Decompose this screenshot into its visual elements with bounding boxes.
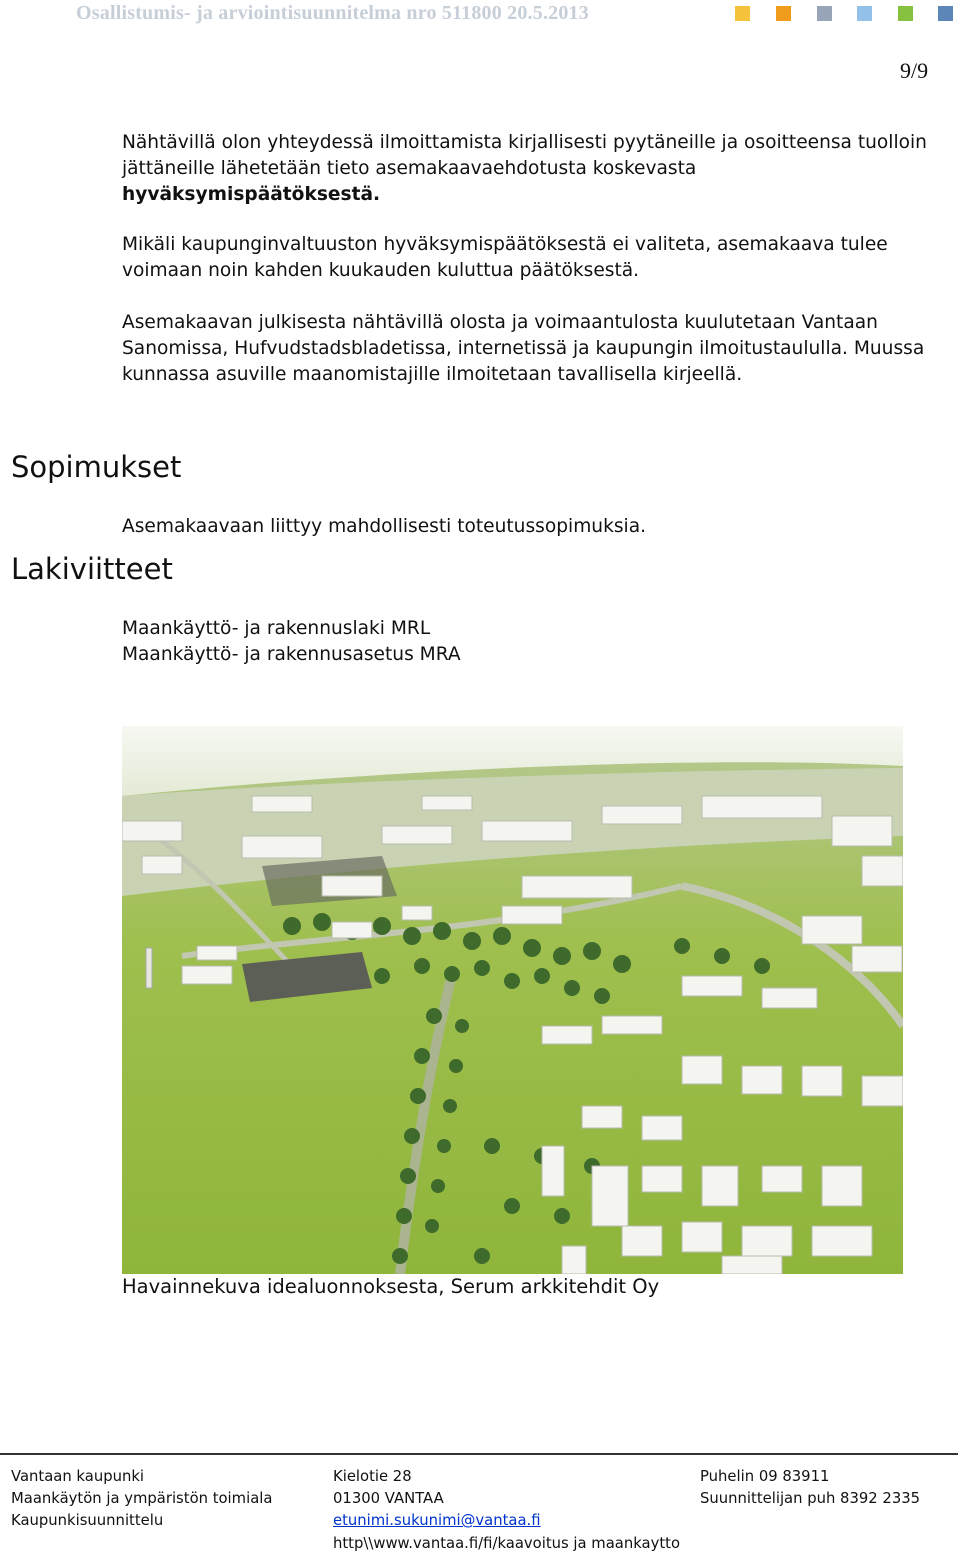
footer-email-link[interactable] [333,1512,541,1529]
footer-web-address: http\\www.vantaa.fi/fi/kaavoitus ja maankaytto [333,1535,681,1552]
footer-postal-address: 01300 VANTAA [333,1490,444,1507]
document-header-title: Osallistumis- ja arviointisuunnitelma nro 511800 20.5.2013 [76,2,589,24]
figure-caption: Havainnekuva idealuonnoksesta, Serum arkkitehdit Oy [122,1275,660,1298]
email-link[interactable]: etunimi.sukunimi@vantaa.fi [333,1512,541,1529]
paragraph-notice-bold: hyväksymispäätöksestä. [122,184,381,205]
header-square-lightblue [857,6,872,21]
footer-planner-phone: Suunnittelijan puh 8392 2335 [700,1490,921,1507]
law-reference-mrl: Maankäyttö- ja rakennuslaki MRL [122,618,431,639]
page-number: 9/9 [900,58,929,83]
paragraph-notice-text: Nähtävillä olon yhteydessä ilmoittamista kirjallisesti pyytäneille ja osoitteensa tuolloin jättäneille lähetetään tieto asemakaavaehdotusta koskevasta [122,132,927,179]
footer-street-address: Kielotie 28 [333,1468,412,1485]
header-square-blue [938,6,953,21]
header-square-gray [817,6,832,21]
footer-phone: Puhelin 09 83911 [700,1468,830,1485]
paragraph-announcement: Asemakaavan julkisesta nähtävillä olosta ja voimaantulosta kuulutetaan Vantaan Sanomissa, Hufvudstadsbladetissa, internetissä ja kaupungin ilmoitustaululla. Muussa kunnassa asuville maanomistajille ilmoitetaan tavallisella kirjeellä. [122,312,925,385]
aerial-illustration [122,726,903,1274]
header-square-green [898,6,913,21]
header-square-yellow [735,6,750,21]
law-reference-mra: Maankäyttö- ja rakennusasetus MRA [122,644,461,665]
section-heading-lakiviitteet: Lakiviitteet [11,552,173,586]
header-square-orange [776,6,791,21]
paragraph-validity: Mikäli kaupunginvaltuuston hyväksymispäätöksestä ei valiteta, asemakaava tulee voimaan noin kahden kuukauden kuluttua päätöksestä. [122,234,888,281]
footer-rule [0,1453,958,1455]
footer-org-division: Maankäytön ja ympäristön toimiala [11,1490,273,1507]
footer-org-unit: Kaupunkisuunnittelu [11,1512,164,1529]
section-heading-sopimukset: Sopimukset [11,450,182,484]
footer-org-city: Vantaan kaupunki [11,1468,145,1485]
sopimukset-text: Asemakaavaan liittyy mahdollisesti toteutussopimuksia. [122,516,647,537]
paragraph-notice [122,130,932,208]
